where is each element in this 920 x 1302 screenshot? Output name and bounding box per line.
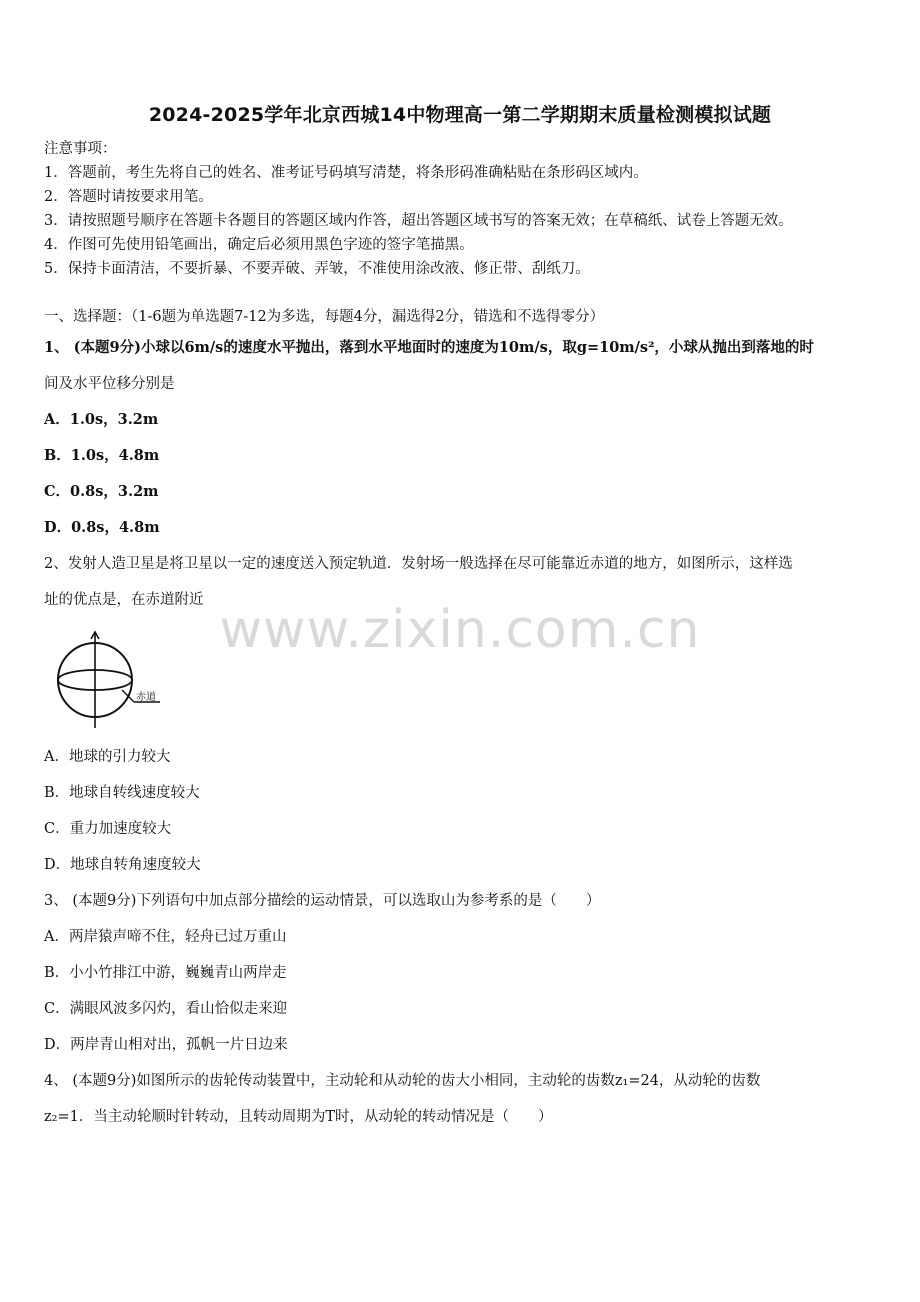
q1-stem-line2: 间及水平位移分别是 (44, 376, 175, 392)
earth-globe-icon (50, 630, 170, 730)
q2-stem-line1: 2、发射人造卫星是将卫星以一定的速度送入预定轨道．发射场一般选择在尽可能靠近赤道的地方，如图所示，这样选 (44, 556, 793, 572)
q4-stem-line2: z₂=1．当主动轮顺时针转动，且转动周期为T时，从动轮的转动情况是（ ） (44, 1109, 553, 1125)
q1-option-b: B．1.0s，4.8m (44, 447, 160, 464)
q1-option-c: C．0.8s，3.2m (44, 483, 159, 500)
exam-title: 2024-2025学年北京西城14中物理高一第二学期期末质量检测模拟试题 (148, 104, 772, 126)
q2-option-a: A．地球的引力较大 (44, 749, 171, 765)
q3-option-a: A．两岸猿声啼不住，轻舟已过万重山 (44, 929, 287, 945)
notice-heading: 注意事项： (44, 141, 117, 157)
q3-option-c: C．满眼风波多闪灼，看山恰似走来迎 (44, 1001, 288, 1017)
earth-equator-figure (50, 630, 170, 730)
q4-stem-line1: 4、 (本题9分)如图所示的齿轮传动装置中，主动轮和从动轮的齿大小相同，主动轮的齿数z₁=24，从动轮的齿数 (44, 1073, 761, 1089)
q1-option-d: D．0.8s，4.8m (44, 519, 160, 536)
section-heading: 一、选择题：（1-6题为单选题7-12为多选，每题4分，漏选得2分，错选和不选得零分） (44, 309, 605, 325)
q1-stem-line1: 1、 (本题9分)小球以6m/s的速度水平抛出，落到水平地面时的速度为10m/s，取g=10m/s²，小球从抛出到落地的时 (44, 339, 814, 356)
notice-item-1: 1．答题前，考生先将自己的姓名、准考证号码填写清楚，将条形码准确粘贴在条形码区域内。 (44, 165, 648, 181)
q3-option-b: B．小小竹排江中游，巍巍青山两岸走 (44, 965, 287, 981)
notice-item-3: 3．请按照题号顺序在答题卡各题目的答题区域内作答，超出答题区域书写的答案无效；在草稿纸、试卷上答题无效。 (44, 213, 793, 229)
watermark: www.zixin.com.cn (219, 600, 701, 660)
q2-option-d: D．地球自转角速度较大 (44, 857, 201, 873)
q2-option-b: B．地球自转线速度较大 (44, 785, 200, 801)
q3-stem: 3、 (本题9分)下列语句中加点部分描绘的运动情景，可以选取山为参考系的是（ ） (44, 893, 601, 909)
q1-option-a: A．1.0s，3.2m (44, 411, 159, 428)
notice-item-2: 2．答题时请按要求用笔。 (44, 189, 213, 205)
notice-item-5: 5．保持卡面清洁，不要折暴、不要弄破、弄皱，不准使用涂改液、修正带、刮纸刀。 (44, 261, 590, 277)
q2-stem-line2: 址的优点是，在赤道附近 (44, 592, 204, 608)
q2-option-c: C．重力加速度较大 (44, 821, 172, 837)
q3-option-d: D．两岸青山相对出，孤帆一片日边来 (44, 1037, 288, 1053)
notice-item-4: 4．作图可先使用铅笔画出，确定后必须用黑色字迹的签字笔描黑。 (44, 237, 474, 253)
equator-label: 赤道 (136, 692, 156, 703)
